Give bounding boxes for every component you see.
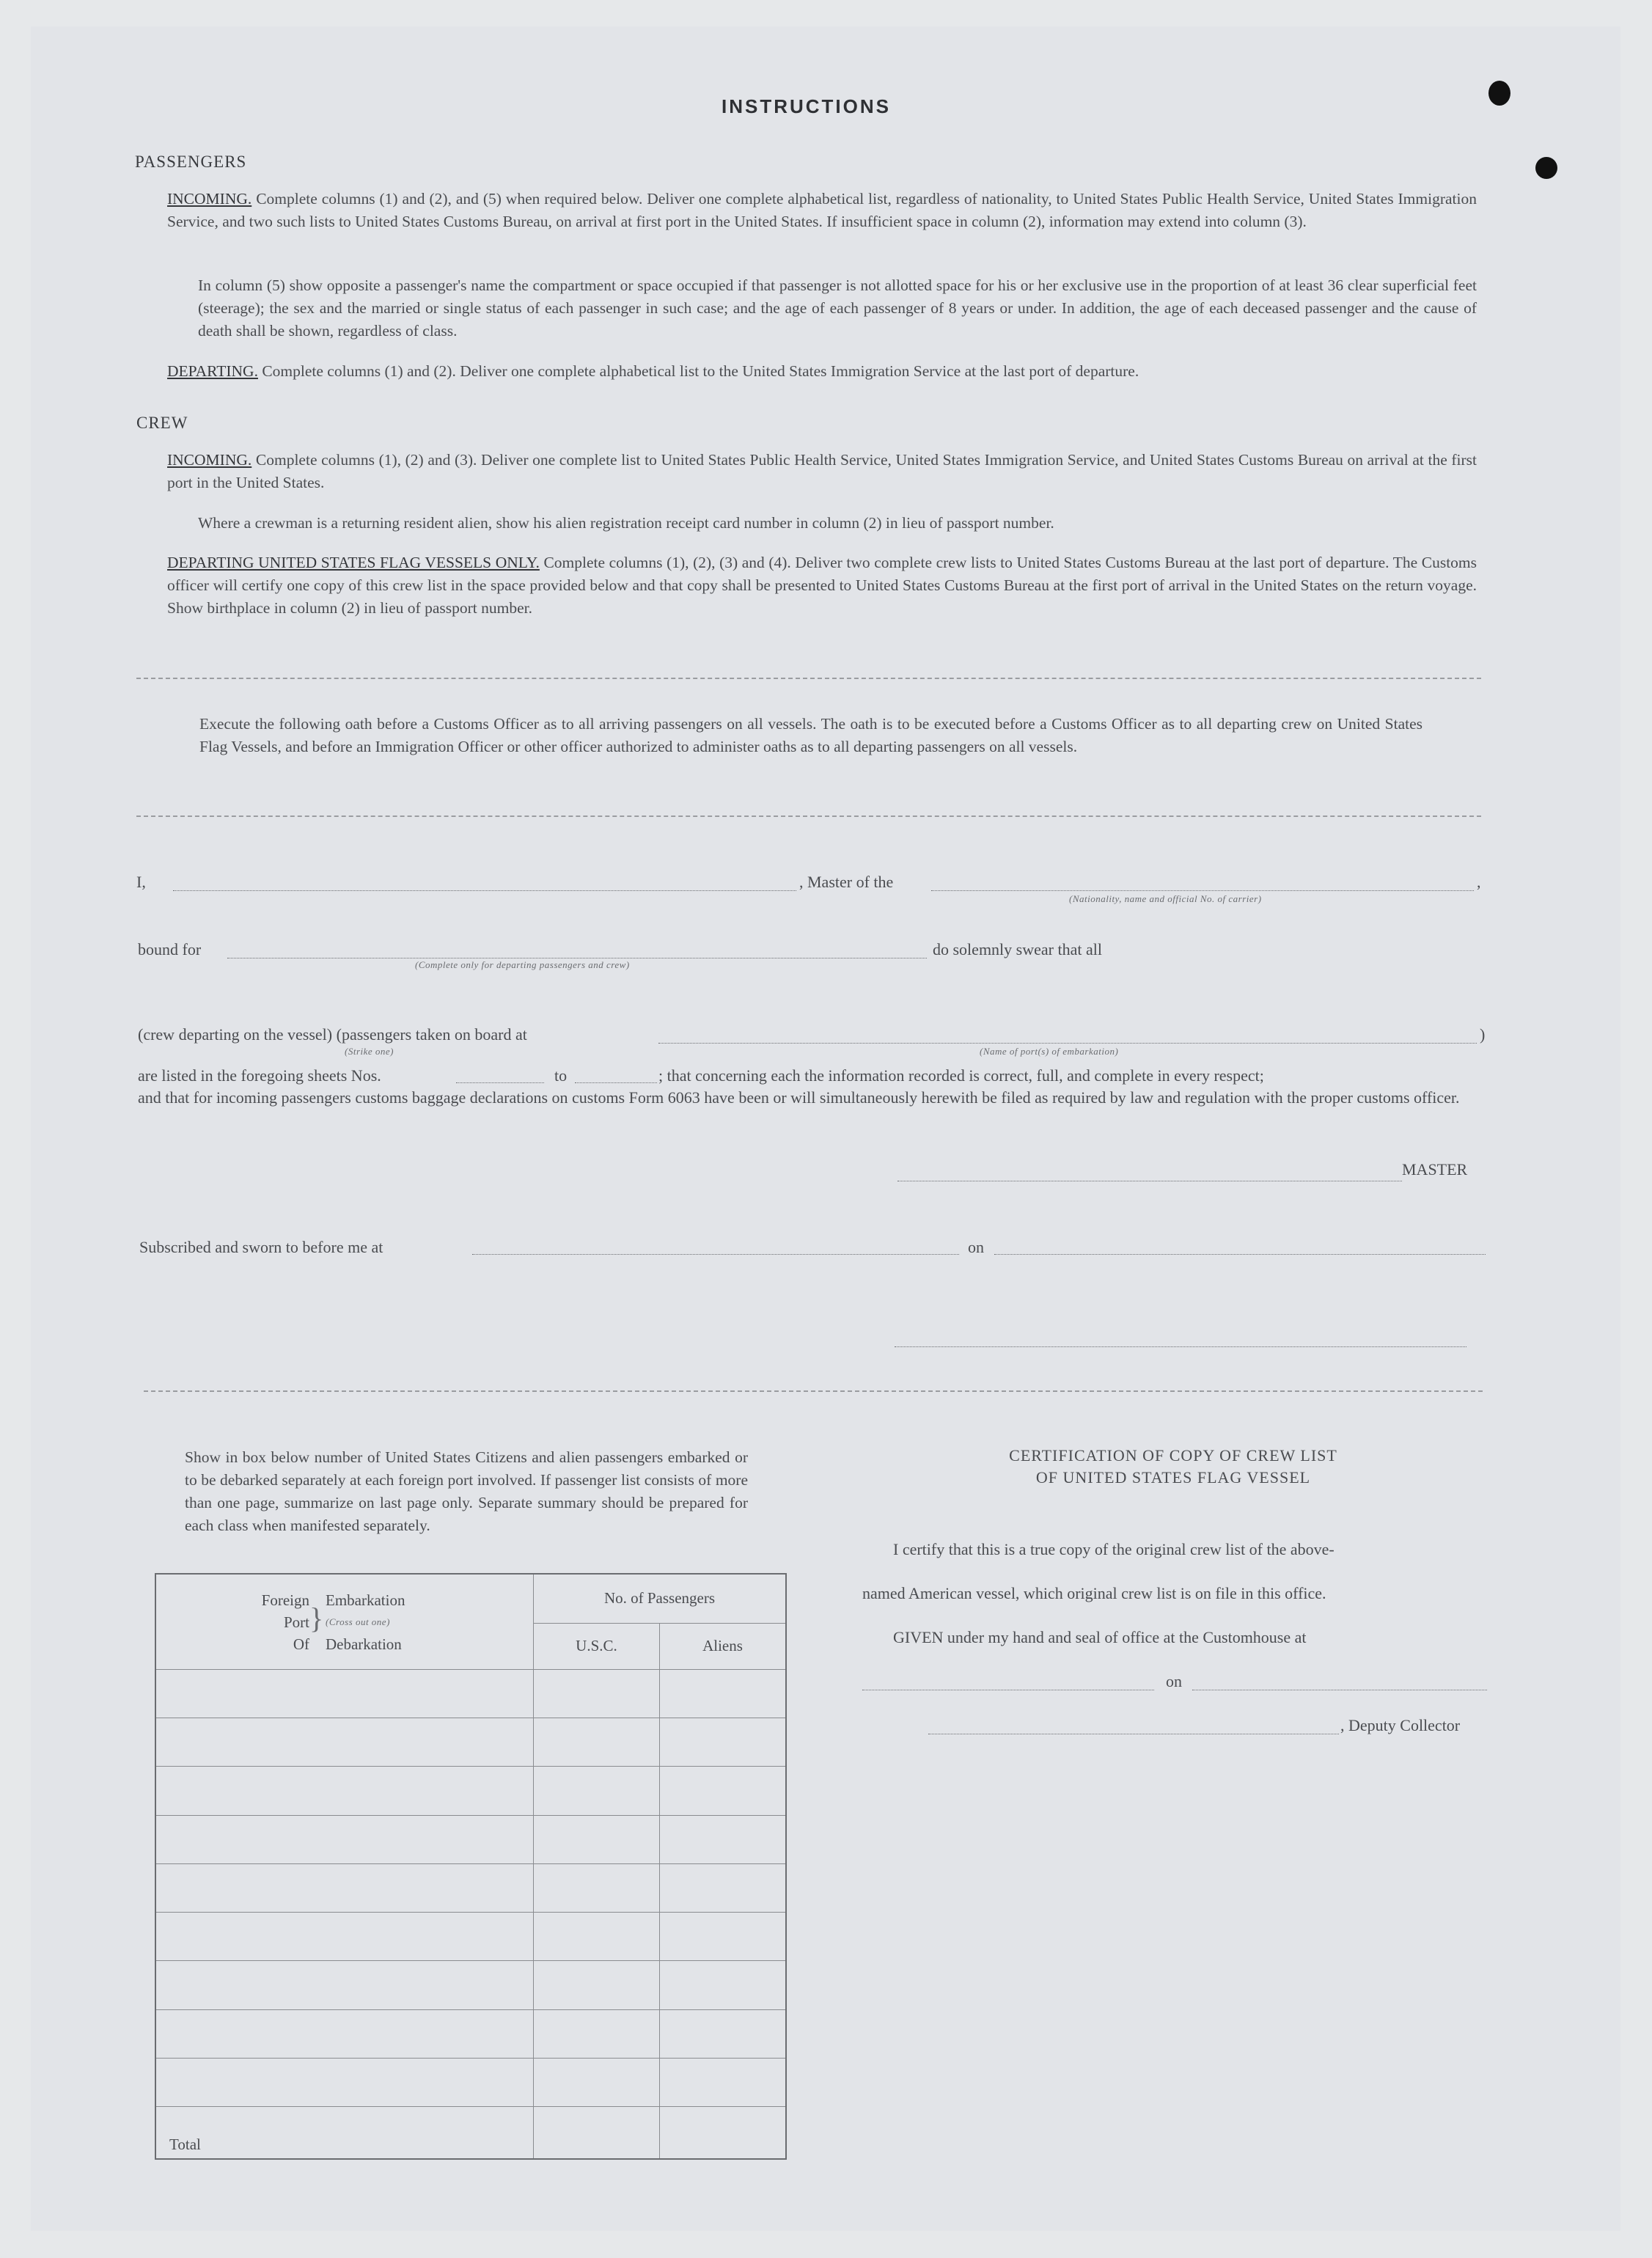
oath-i-label: I, (136, 873, 146, 891)
aliens-cell[interactable] (659, 1961, 786, 2009)
crew-incoming-section (167, 449, 1477, 494)
embarkation-label: Embarkation (326, 1591, 405, 1610)
total-aliens-cell[interactable] (659, 2107, 786, 2159)
port-cell[interactable] (155, 2009, 533, 2058)
sheet-to-field[interactable] (575, 1082, 657, 1083)
passenger-summary-table (155, 1573, 787, 2160)
carrier-field[interactable] (931, 890, 1474, 891)
aliens-cell[interactable] (659, 1669, 786, 1718)
bound-for-label: bound for (138, 940, 202, 958)
crew-departing-text: Complete columns (1), (2), (3) and (4). Deliver two complete crew lists to United States Customs Bureau at the last port of departure. The Customs officer will certify one copy of this crew list in the space provided below and that copy shall be presented to United States Customs Bureau at the first port of arrival in the United States on the return voyage. Show birthplace in column (2) in lieu of passport number. (167, 554, 1477, 617)
port-cell[interactable] (155, 1669, 533, 1718)
passengers-departing-text: Complete columns (1) and (2). Deliver one complete alphabetical list to the United States Immigration Service at the last port of departure. (262, 362, 1139, 380)
subscribed-date-field[interactable] (994, 1254, 1486, 1255)
port-cell[interactable] (155, 1913, 533, 1961)
certification-title (909, 1445, 1437, 1489)
aliens-cell[interactable] (659, 2009, 786, 2058)
crew-departing-section (167, 551, 1477, 620)
to-label: to (554, 1066, 568, 1085)
subscribed-place-field[interactable] (472, 1254, 959, 1255)
bound-hint: (Complete only for departing passengers and crew) (415, 959, 630, 970)
certification-line3: GIVEN under my hand and seal of office at the Customhouse at (893, 1628, 1307, 1646)
usc-cell[interactable] (533, 1669, 659, 1718)
crew-alien-text: Where a crewman is a returning resident alien, show his alien registration receipt card number in column (2) in lieu of passport number. (198, 514, 1054, 532)
table-row (155, 1913, 786, 1961)
crew-departing-label: DEPARTING UNITED STATES FLAG VESSELS ONLY. (167, 554, 540, 571)
passengers-departing-label: DEPARTING. (167, 362, 258, 380)
ports-hint: (Name of port(s) of embarkation) (980, 1046, 1119, 1057)
usc-cell[interactable] (533, 1767, 659, 1815)
swear-label: do solemnly swear that all (933, 940, 1102, 958)
listed-text-c: and that for incoming passengers customs baggage declarations on customs Form 6063 have been or will simultaneously herewith be filed as required by law and regulation with the proper customs officer. (138, 1088, 1460, 1107)
aliens-header: Aliens (659, 1623, 786, 1669)
passengers-departing-section (167, 360, 1477, 383)
of-label: Of (293, 1635, 309, 1654)
divider (136, 815, 1481, 817)
officer-signature-field[interactable] (895, 1346, 1466, 1347)
aliens-cell[interactable] (659, 1863, 786, 1912)
port-cell[interactable] (155, 2058, 533, 2106)
port-header-cell (155, 1574, 533, 1669)
master-label: MASTER (1402, 1160, 1468, 1179)
usc-header: U.S.C. (533, 1623, 659, 1669)
master-name-field[interactable] (173, 890, 796, 891)
usc-cell[interactable] (533, 2009, 659, 2058)
aliens-cell[interactable] (659, 1767, 786, 1815)
port-cell[interactable] (155, 1863, 533, 1912)
ink-blot (1488, 81, 1510, 106)
certification-line1: I certify that this is a true copy of the original crew list of the above- (893, 1540, 1335, 1558)
certification-title-line2: OF UNITED STATES FLAG VESSEL (1035, 1468, 1311, 1487)
aliens-cell[interactable] (659, 1913, 786, 1961)
total-usc-cell[interactable] (533, 2107, 659, 2159)
brace: } (309, 1602, 324, 1635)
ink-blot (1535, 157, 1557, 179)
port-cell[interactable] (155, 1767, 533, 1815)
listed-label: are listed in the foregoing sheets Nos. (138, 1066, 381, 1085)
total-row (155, 2107, 786, 2159)
aliens-cell[interactable] (659, 1815, 786, 1863)
table-row (155, 1718, 786, 1767)
no-of-passengers-header: No. of Passengers (533, 1574, 786, 1623)
port-cell[interactable] (155, 1815, 533, 1863)
certification-line2: named American vessel, which original crew list is on file in this office. (862, 1584, 1326, 1602)
passengers-incoming-label: INCOMING. (167, 190, 252, 208)
foreign-label: Foreign (261, 1591, 309, 1610)
cross-out-hint: (Cross out one) (326, 1616, 390, 1628)
usc-cell[interactable] (533, 1863, 659, 1912)
passengers-incoming-text: Complete columns (1) and (2), and (5) when required below. Deliver one complete alphabetical list, regardless of nationality, to United States Public Health Service, United States Immigration Service, and two such lists to United States Customs Bureau, on arrival at first port in the United States. If insufficient space in column (2), information may extend into column (3). (167, 190, 1477, 230)
certification-on-label: on (1166, 1672, 1182, 1690)
sheet-from-field[interactable] (456, 1082, 544, 1083)
certification-title-line1: CERTIFICATION OF COPY OF CREW LIST (1009, 1446, 1337, 1465)
subscribed-label: Subscribed and sworn to before me at (139, 1238, 383, 1256)
master-of-the-label: , Master of the (799, 873, 894, 891)
total-label: Total (155, 2107, 533, 2159)
close-paren: ) (1480, 1025, 1486, 1044)
carrier-comma: , (1477, 873, 1481, 891)
port-label: Port (283, 1613, 309, 1632)
debarkation-label: Debarkation (326, 1635, 402, 1654)
table-row (155, 1863, 786, 1912)
crew-heading: CREW (136, 414, 188, 432)
listed-text-b: ; that concerning each the information recorded is correct, full, and complete in every respect; (658, 1066, 1264, 1085)
crew-incoming-label: INCOMING. (167, 451, 252, 469)
deputy-collector-label: , Deputy Collector (1340, 1716, 1461, 1734)
usc-cell[interactable] (533, 1815, 659, 1863)
passengers-heading: PASSENGERS (135, 153, 247, 171)
aliens-cell[interactable] (659, 2058, 786, 2106)
passengers-column5-text: In column (5) show opposite a passenger's name the compartment or space occupied if that passenger is not allotted space for his or her exclusive use in the proportion of at least 36 clear superficial feet (steerage); the sex and the married or single status of each passenger in such case; and the age of each passenger of 8 years or under. In addition, the age of each deceased passenger and the cause of death shall be shown, regardless of class. (198, 276, 1477, 340)
table-row (155, 1669, 786, 1718)
usc-cell[interactable] (533, 2058, 659, 2106)
crew-incoming-text: Complete columns (1), (2) and (3). Deliver one complete list to United States Public Health Service, United States Immigration Service, and United States Customs Bureau on arrival at the first port in the United States. (167, 451, 1477, 491)
table-row (155, 1767, 786, 1815)
table-row (155, 1815, 786, 1863)
box-instructions: Show in box below number of United States Citizens and alien passengers embarked or to be debarked separately at each foreign port involved. If passenger list consists of more than one page, summarize on last page only. Separate summary should be prepared for each class when manifested separately. (185, 1448, 748, 1534)
aliens-cell[interactable] (659, 1718, 786, 1767)
nationality-hint: (Nationality, name and official No. of carrier) (1069, 893, 1262, 904)
passengers-incoming-section (167, 188, 1477, 233)
table-row (155, 2009, 786, 2058)
table-row (155, 2058, 786, 2106)
usc-cell[interactable] (533, 1718, 659, 1767)
port-cell[interactable] (155, 1718, 533, 1767)
crew-paren-label: (crew departing on the vessel) (passengers taken on board at (138, 1025, 527, 1044)
embarkation-ports-field[interactable] (658, 1043, 1477, 1044)
subscribed-on-label: on (968, 1238, 984, 1256)
port-cell[interactable] (155, 1961, 533, 2009)
strike-one-hint: (Strike one) (345, 1046, 394, 1057)
usc-cell[interactable] (533, 1961, 659, 2009)
table-row (155, 1961, 786, 2009)
usc-cell[interactable] (533, 1913, 659, 1961)
oath-intro: Execute the following oath before a Customs Officer as to all arriving passengers on all vessels. The oath is to be executed before a Customs Officer as to all departing crew on United States Flag Vessels, and before an Immigration Officer or other officer authorized to administer oaths as to all departing passengers on all vessels. (199, 715, 1422, 755)
divider (136, 678, 1481, 679)
divider (144, 1390, 1483, 1392)
page-title: INSTRUCTIONS (722, 95, 891, 117)
